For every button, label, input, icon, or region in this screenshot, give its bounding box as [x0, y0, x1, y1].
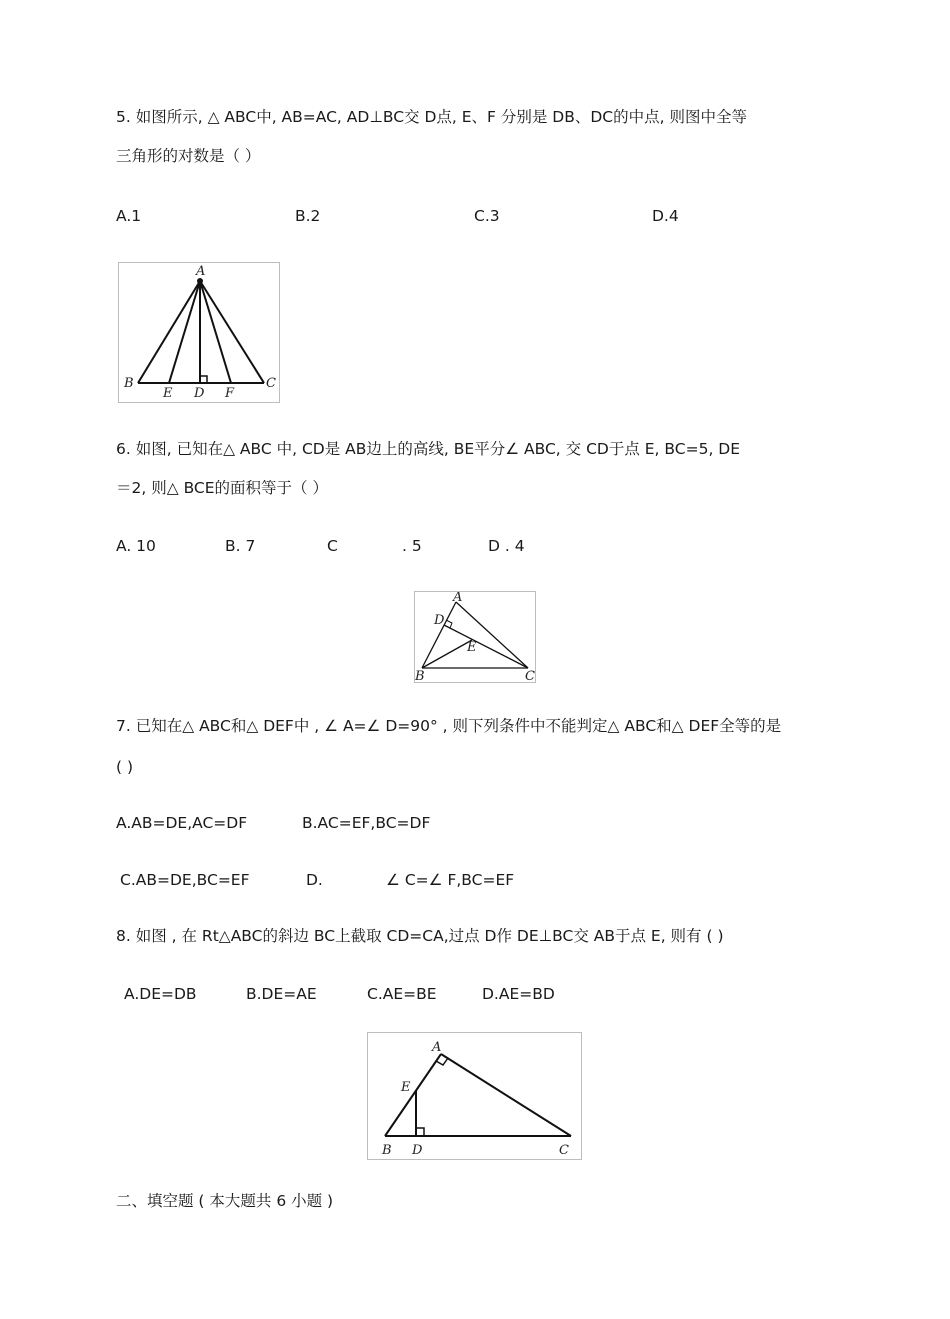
- q6-label-a: A: [453, 592, 463, 605]
- q8-figure: [367, 1032, 582, 1160]
- q8-segment-ac: [441, 1054, 571, 1136]
- q7-stem-line2: ( ): [116, 758, 134, 776]
- q6-stem-line2: ＝2, 则△ BCE的面积等于（ ）: [116, 479, 328, 497]
- q5-right-angle-mark: [200, 376, 207, 383]
- q6-triangle-diagram: [415, 592, 535, 682]
- q7-option-a: A.AB=DE,AC=DF: [116, 814, 248, 832]
- q6-label-b: B: [415, 669, 425, 682]
- q5-option-c: C.3: [474, 207, 500, 225]
- q5-option-a: A.1: [116, 207, 142, 225]
- q6-option-b: B. 7: [225, 537, 256, 555]
- q8-label-d: D: [412, 1143, 423, 1158]
- q5-label-c: C: [266, 376, 276, 391]
- section-2-heading: 二、填空题 ( 本大题共 6 小题 ): [116, 1192, 334, 1210]
- q5-stem-line1: 5. 如图所示, △ ABC中, AB=AC, AD⊥BC交 D点, E、F 分别是 DB、DC的中点, 则图中全等: [116, 108, 747, 126]
- q5-segment-ae: [169, 281, 200, 383]
- q8-label-b: B: [382, 1143, 392, 1158]
- q8-label-c: C: [559, 1143, 569, 1158]
- q5-segment-af: [200, 281, 231, 383]
- q8-label-e: E: [401, 1080, 411, 1095]
- q6-option-c-value: . 5: [402, 537, 422, 555]
- q5-option-b: B.2: [295, 207, 321, 225]
- q8-option-d: D.AE=BD: [482, 985, 555, 1003]
- q7-option-c: C.AB=DE,BC=EF: [120, 871, 250, 889]
- q6-label-c: C: [525, 669, 535, 682]
- q6-label-e: E: [467, 640, 477, 655]
- q8-option-c: C.AE=BE: [367, 985, 437, 1003]
- q8-stem-line1: 8. 如图 , 在 Rt△ABC的斜边 BC上截取 CD=CA,过点 D作 DE⊥BC交 AB于点 E, 则有 ( ): [116, 927, 724, 945]
- q5-segment-ab: [138, 281, 200, 383]
- q8-segment-ab: [385, 1054, 441, 1136]
- q6-label-d: D: [434, 613, 445, 628]
- q6-option-a: A. 10: [116, 537, 156, 555]
- q5-label-f: F: [225, 386, 235, 401]
- q6-segment-cd: [444, 625, 528, 668]
- q5-stem-line2: 三角形的对数是（ ）: [116, 147, 261, 165]
- q6-stem-line1: 6. 如图, 已知在△ ABC 中, CD是 AB边上的高线, BE平分∠ ABC, 交 CD于点 E, BC=5, DE: [116, 440, 741, 458]
- q8-option-b: B.DE=AE: [246, 985, 317, 1003]
- q5-segment-ac: [200, 281, 264, 383]
- q5-figure: [118, 262, 280, 403]
- q8-label-a: A: [432, 1040, 442, 1055]
- q8-option-a: A.DE=DB: [124, 985, 197, 1003]
- q5-triangle-diagram: [119, 263, 279, 402]
- q7-option-b: B.AC=EF,BC=DF: [302, 814, 431, 832]
- q6-segment-ac: [456, 602, 528, 668]
- q7-stem-line1: 7. 已知在△ ABC和△ DEF中 , ∠ A=∠ D=90° , 则下列条件中不能判定△ ABC和△ DEF全等的是: [116, 717, 782, 735]
- q6-option-d: D . 4: [488, 537, 525, 555]
- q6-option-c-letter: C: [327, 537, 338, 555]
- q5-label-e: E: [163, 386, 173, 401]
- q7-option-d-letter: D.: [306, 871, 323, 889]
- q5-option-d: D.4: [652, 207, 679, 225]
- q5-label-a: A: [196, 264, 206, 279]
- q8-triangle-diagram: [368, 1033, 581, 1159]
- q5-label-b: B: [124, 376, 134, 391]
- q8-right-angle-mark-d: [416, 1128, 424, 1136]
- q5-label-d: D: [194, 386, 205, 401]
- q7-option-d-value: ∠ C=∠ F,BC=EF: [386, 871, 515, 889]
- q6-figure: [414, 591, 536, 683]
